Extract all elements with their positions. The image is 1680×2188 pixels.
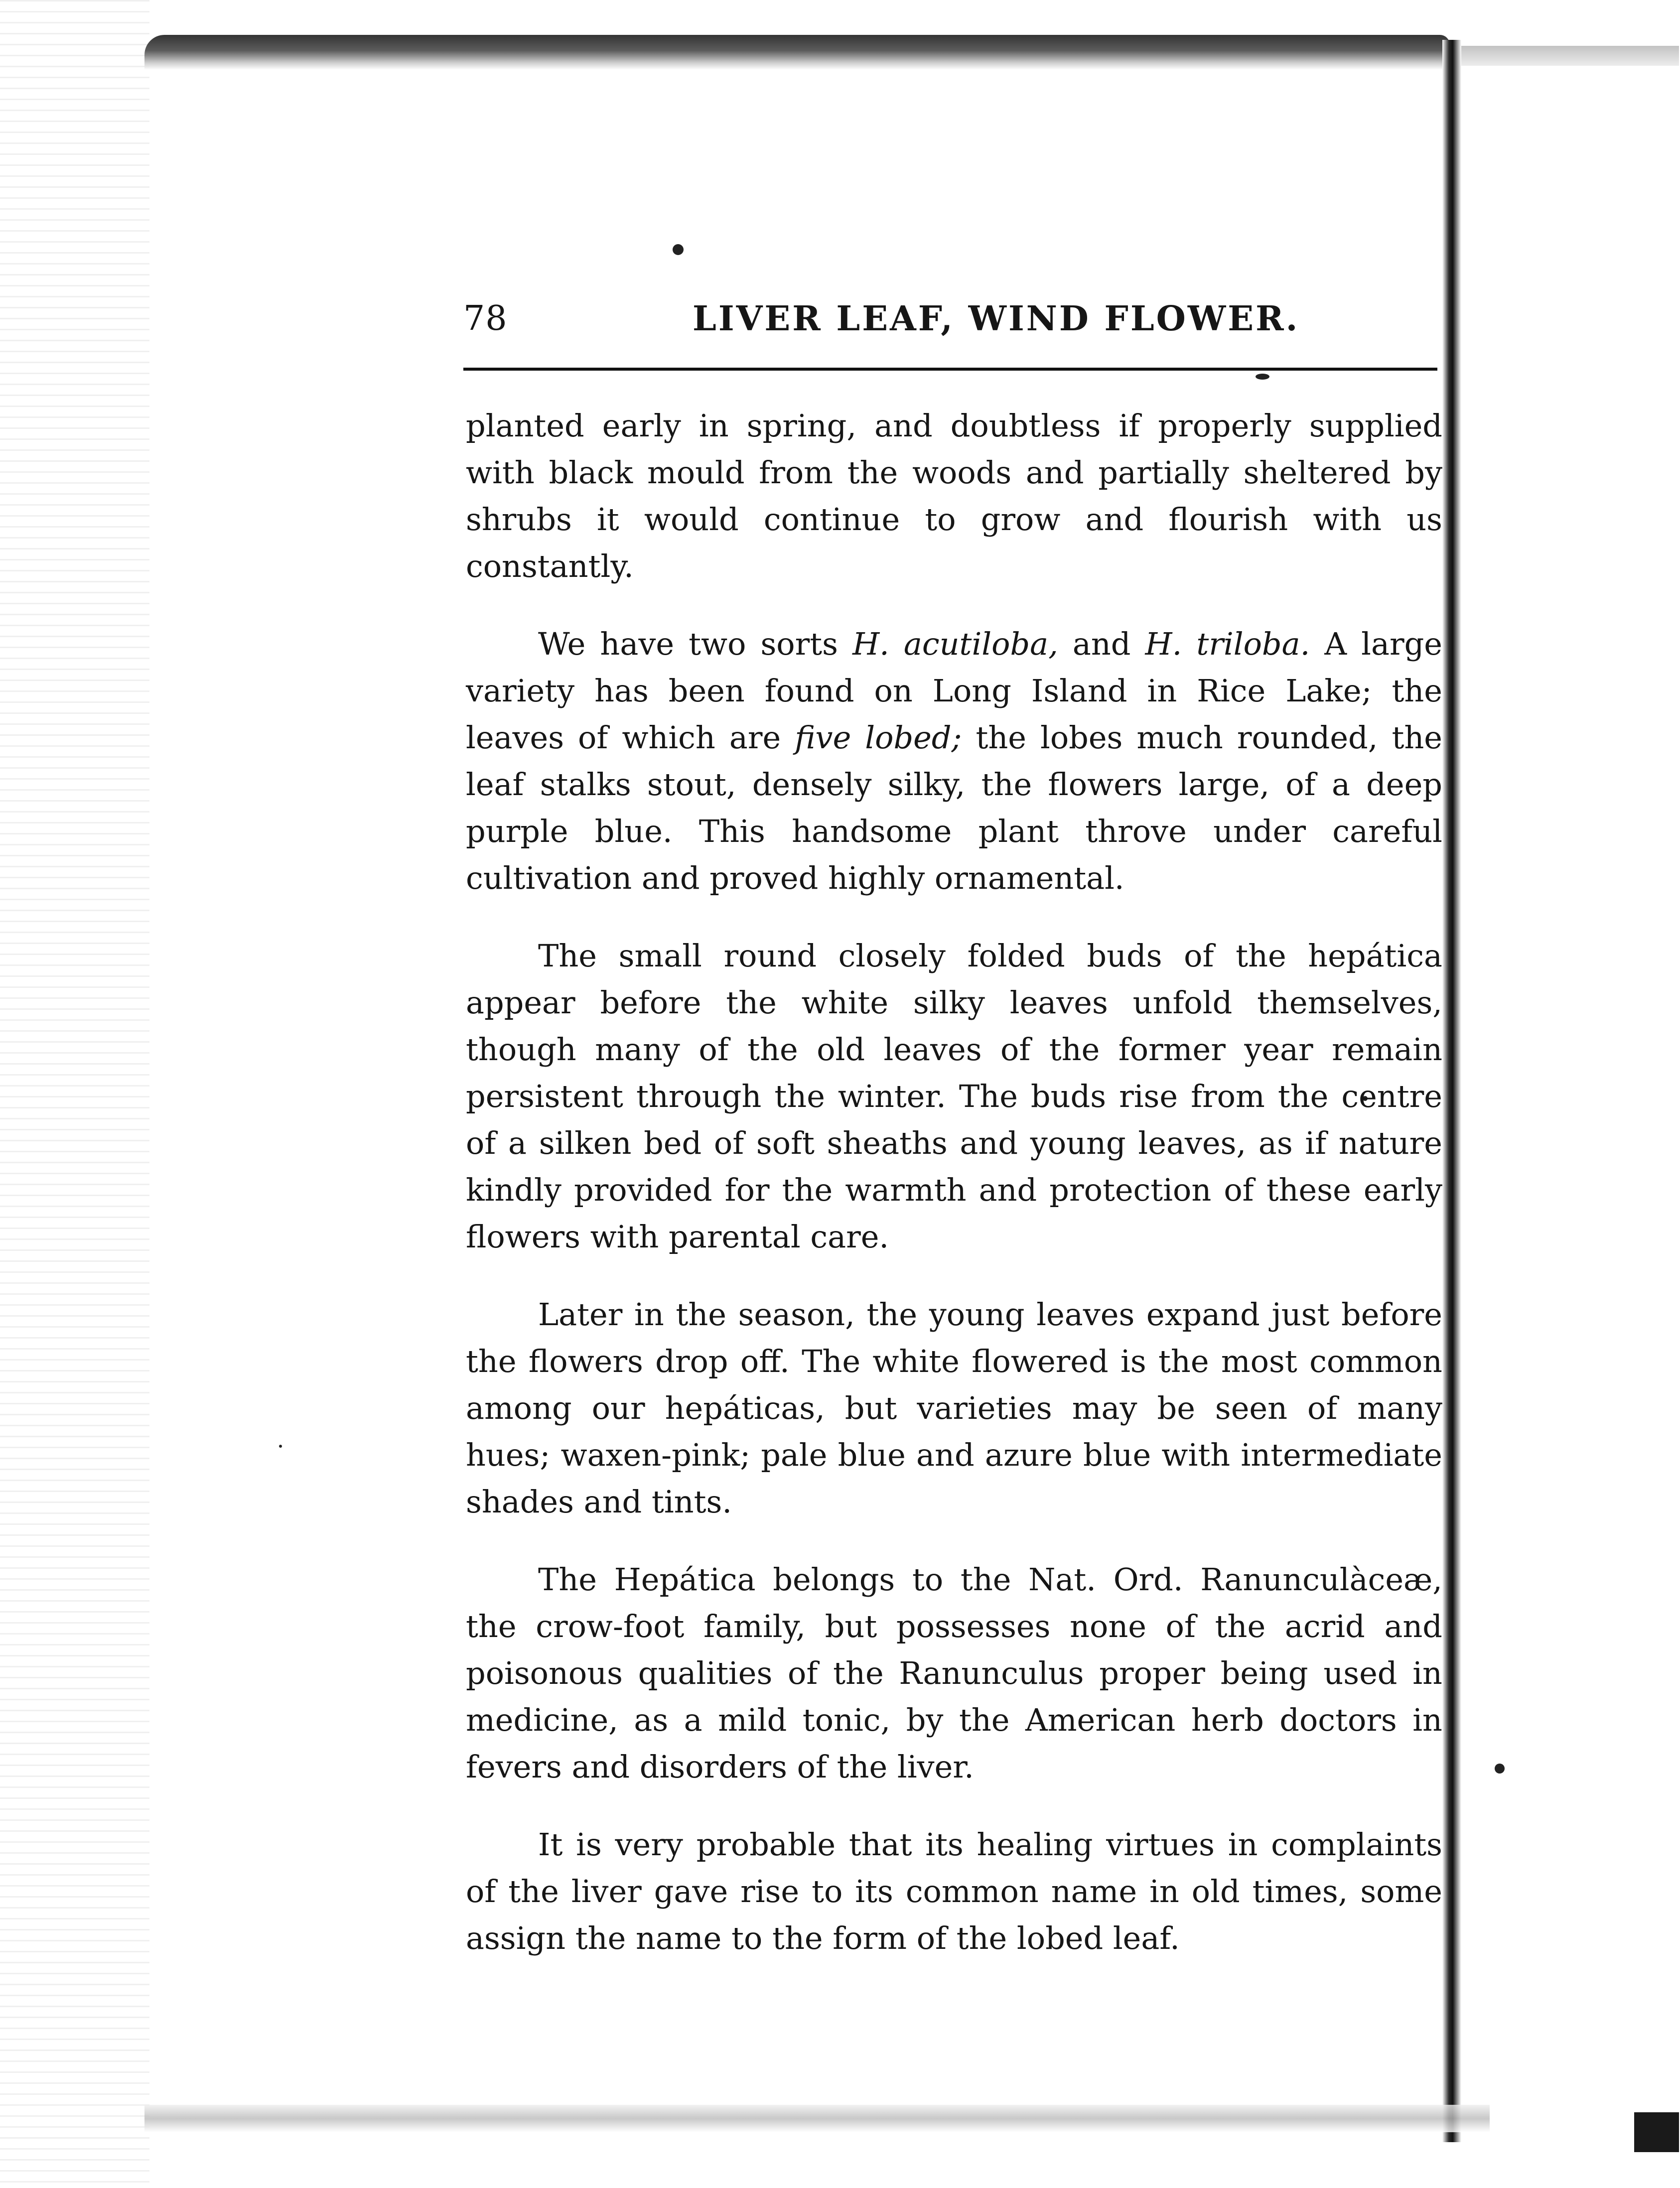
speck <box>1495 1764 1505 1774</box>
scan-margin-noise <box>0 0 149 2188</box>
paragraph <box>466 621 1442 902</box>
scan-bottom-shadow <box>144 2105 1490 2132</box>
text-run: A large variety has been found on Long Island in Rice Lake; the leaves of which are <box>466 626 1442 756</box>
text-run: and <box>1058 626 1145 662</box>
paragraph: Later in the season, the young leaves expand just before the flowers drop off. The white flowered is the most common among our hepáticas, but varieties may be seen of many hues; waxen-pink; pale blue and azure blue with intermediate shades and tints. <box>466 1296 1442 1520</box>
text-run: the lobes much rounded, the leaf stalks stout, densely silky, the flowers large, of a deep purple blue. This handsome plant throve under careful cultivation and proved highly ornamental. <box>466 719 1442 896</box>
emphasis: five lobed; <box>795 719 962 756</box>
scan-corner-blot <box>1634 2112 1679 2152</box>
scan-top-shadow-tail <box>1445 46 1679 66</box>
speck <box>673 244 684 255</box>
species-name: H. acutiloba, <box>852 626 1058 662</box>
scan-right-edge <box>1442 40 1461 2142</box>
running-head: LIVER LEAF, WIND FLOWER. <box>693 299 1300 339</box>
text-run: We have two sorts <box>538 626 853 662</box>
speck <box>279 1445 282 1448</box>
header-rule <box>463 368 1437 371</box>
page-number: 78 <box>463 299 508 338</box>
paragraph: The Hepática belongs to the Nat. Ord. Ranunculàceæ, the crow-foot family, but possesses none of the acrid and poisonous qualities of the Ranunculus proper being used in medicine, as a mild tonic, by the American herb doctors in fevers and disorders of the liver. <box>466 1561 1442 1785</box>
paragraph: It is very probable that its healing virtues in complaints of the liver gave rise to its common name in old times, some assign the name to the form of the lobed leaf. <box>466 1826 1442 1956</box>
paragraph: planted early in spring, and doubtless if properly supplied with black mould from the woods and partially sheltered by shrubs it would continue to grow and flourish with us constantly. <box>466 408 1442 584</box>
speck <box>1256 374 1269 380</box>
paragraph: The small round closely folded buds of the hepática appear before the white silky leaves unfold themselves, though many of the old leaves of the former year remain persistent through the winter. The buds rise from the centre of a silken bed of soft sheaths and young leaves, as if nature kindly provided for the warmth and protection of these early flowers with parental care. <box>466 938 1442 1255</box>
species-name: H. triloba. <box>1145 626 1310 662</box>
scan-top-shadow <box>144 35 1450 70</box>
body-text <box>466 403 1442 1993</box>
